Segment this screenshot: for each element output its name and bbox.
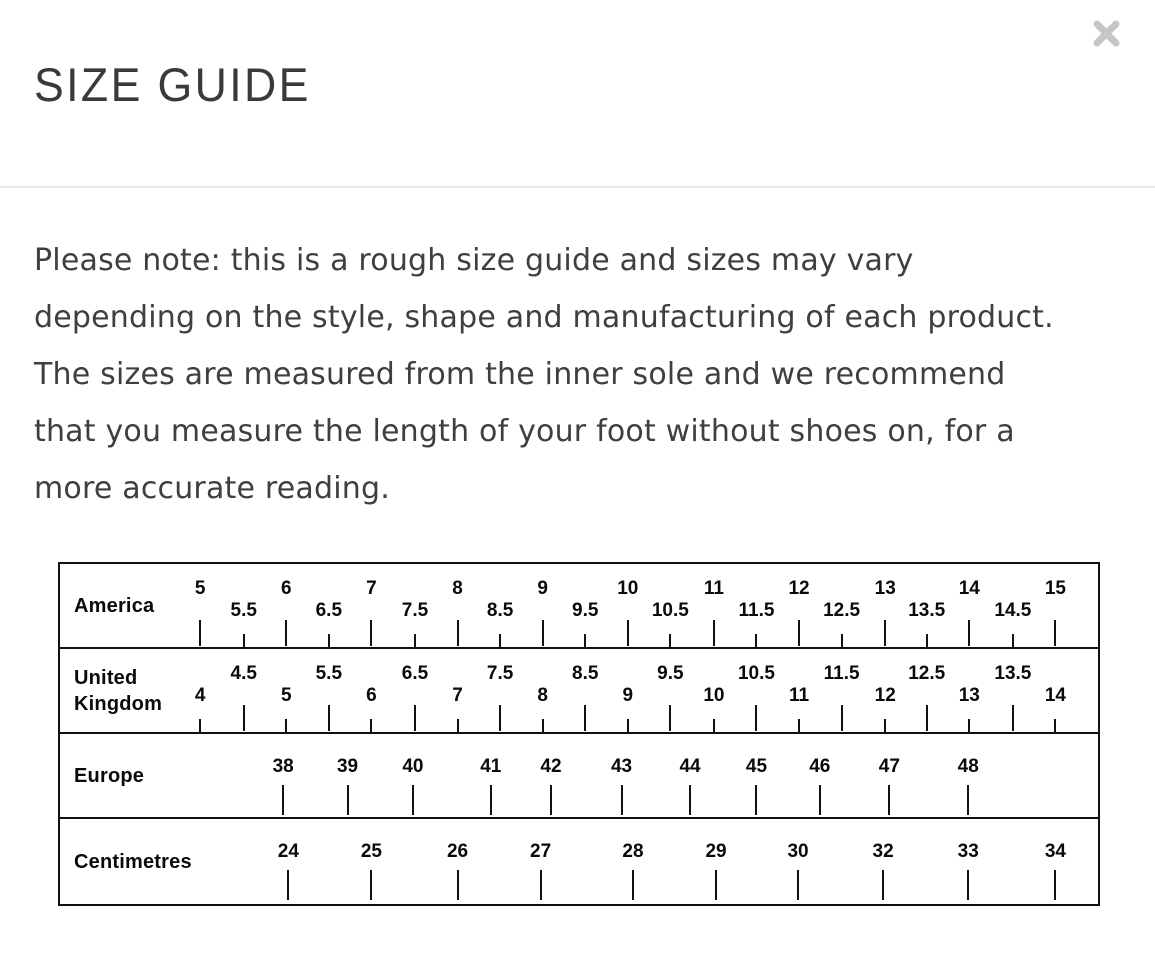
size-value: 13 (874, 578, 896, 599)
size-value: 11.5 (738, 600, 775, 621)
size-value: 30 (787, 841, 809, 862)
tick-mark (490, 785, 492, 815)
size-value: 39 (336, 756, 359, 777)
tick-mark (882, 870, 884, 900)
size-value: 4.5 (230, 663, 257, 684)
size-value: 4 (194, 685, 206, 706)
size-value: 13.5 (908, 600, 946, 621)
page-title: SIZE GUIDE (34, 58, 311, 111)
note-line: Please note: this is a rough size guide and sizes may vary (34, 243, 914, 278)
size-value: 5.5 (230, 600, 257, 621)
size-value: 12 (874, 685, 896, 706)
tick-mark (967, 785, 969, 815)
size-value: 38 (272, 756, 294, 777)
size-value: 32 (872, 841, 894, 862)
size-value: 25 (360, 841, 382, 862)
size-value: 9.5 (572, 600, 599, 621)
tick-mark (370, 870, 372, 900)
tick-mark (884, 620, 886, 646)
size-value: 11 (703, 578, 724, 599)
size-value: 41 (480, 756, 502, 777)
tick-mark (199, 719, 201, 733)
size-value: 8.5 (486, 600, 514, 621)
size-value: 10 (617, 578, 639, 599)
tick-mark (798, 620, 800, 646)
size-value: 9 (622, 685, 634, 706)
size-value: 12.5 (823, 600, 861, 621)
size-value: 12 (788, 578, 810, 599)
size-value: 13 (958, 685, 980, 706)
tick-mark (669, 634, 671, 648)
size-value: 47 (878, 756, 900, 777)
tick-mark (713, 719, 715, 733)
tick-mark (542, 620, 544, 646)
tick-mark (347, 785, 349, 815)
size-value: 48 (957, 756, 979, 777)
row-label: Europe (74, 764, 145, 787)
size-value: 7.5 (486, 663, 514, 684)
tick-mark (1012, 705, 1014, 731)
note-line: depending on the style, shape and manufacturing of each product. (34, 300, 1054, 335)
note-line: more accurate reading. (34, 471, 390, 506)
size-value: 42 (540, 756, 562, 777)
size-value: 12.5 (908, 663, 946, 684)
size-value: 10.5 (737, 663, 775, 684)
size-value: 34 (1044, 841, 1067, 862)
size-chart-row (60, 819, 1098, 904)
size-value: 5 (280, 685, 292, 706)
size-value: 11 (789, 685, 810, 706)
size-chart-row (60, 734, 1098, 819)
tick-mark (713, 620, 715, 646)
tick-mark (755, 785, 757, 815)
size-value: 10 (703, 685, 725, 706)
tick-mark (841, 705, 843, 731)
tick-mark (282, 785, 284, 815)
row-label: America (74, 594, 155, 617)
size-value: 44 (679, 756, 701, 777)
close-button[interactable] (1089, 16, 1123, 50)
size-value: 7.5 (401, 600, 429, 621)
row-label: Centimetres (74, 850, 192, 873)
tick-mark (584, 634, 586, 648)
size-value: 46 (809, 756, 831, 777)
tick-mark (328, 705, 330, 731)
tick-mark (584, 705, 586, 731)
size-value: 7 (452, 685, 463, 706)
tick-mark (755, 705, 757, 731)
size-value: 43 (610, 756, 633, 777)
tick-mark (669, 705, 671, 731)
size-value: 14.5 (994, 600, 1032, 621)
tick-mark (457, 870, 459, 900)
tick-mark (199, 620, 201, 646)
size-value: 9.5 (657, 663, 684, 684)
tick-mark (627, 719, 629, 733)
tick-mark (414, 634, 416, 648)
size-value: 6 (366, 685, 377, 706)
tick-mark (841, 634, 843, 648)
size-value: 14 (1044, 685, 1067, 706)
size-value: 6.5 (401, 663, 429, 684)
tick-mark (621, 785, 623, 815)
size-value: 7 (366, 578, 377, 599)
size-value: 33 (957, 841, 979, 862)
tick-mark (632, 870, 634, 900)
tick-mark (285, 620, 287, 646)
tick-mark (1054, 870, 1056, 900)
size-value: 5.5 (315, 663, 343, 684)
tick-mark (499, 634, 501, 648)
tick-mark (627, 620, 629, 646)
tick-mark (968, 719, 970, 733)
tick-mark (797, 870, 799, 900)
tick-mark (540, 870, 542, 900)
size-value: 45 (745, 756, 768, 777)
tick-mark (243, 634, 245, 648)
size-value: 9 (537, 578, 548, 599)
size-value: 5 (194, 578, 206, 599)
row-label: United Kingdom (74, 666, 163, 715)
tick-mark (819, 785, 821, 815)
size-value: 15 (1044, 578, 1067, 599)
note-line: that you measure the length of your foot without shoes on, for a (34, 414, 1015, 449)
tick-mark (499, 705, 501, 731)
tick-mark (243, 705, 245, 731)
size-chart-row (60, 564, 1098, 649)
tick-mark (287, 870, 289, 900)
size-guide-note (34, 232, 1125, 517)
size-value: 11.5 (823, 663, 860, 684)
size-value: 14 (958, 578, 980, 599)
tick-mark (884, 719, 886, 733)
size-value: 8.5 (572, 663, 599, 684)
header-divider (0, 186, 1155, 188)
tick-mark (550, 785, 552, 815)
size-value: 6.5 (315, 600, 343, 621)
tick-mark (285, 719, 287, 733)
tick-mark (1012, 634, 1014, 648)
tick-mark (755, 634, 757, 648)
tick-mark (370, 620, 372, 646)
tick-mark (542, 719, 544, 733)
tick-mark (967, 870, 969, 900)
tick-mark (1054, 620, 1056, 646)
size-value: 24 (277, 841, 299, 862)
tick-mark (370, 719, 372, 733)
tick-mark (457, 719, 459, 733)
tick-mark (414, 705, 416, 731)
tick-mark (888, 785, 890, 815)
tick-mark (926, 634, 928, 648)
size-value: 29 (705, 841, 727, 862)
tick-mark (926, 705, 928, 731)
note-line: The sizes are measured from the inner sole and we recommend (34, 357, 1006, 392)
size-chart (58, 562, 1100, 906)
tick-mark (689, 785, 691, 815)
size-value: 27 (530, 841, 552, 862)
size-value: 28 (622, 841, 644, 862)
tick-mark (715, 870, 717, 900)
tick-mark (412, 785, 414, 815)
tick-mark (328, 634, 330, 648)
size-chart-row (60, 649, 1098, 734)
tick-mark (457, 620, 459, 646)
close-icon (1093, 20, 1120, 47)
size-value: 6 (280, 578, 292, 599)
size-value: 26 (446, 841, 469, 862)
size-value: 13.5 (994, 663, 1032, 684)
size-value: 8 (452, 578, 463, 599)
size-value: 8 (537, 685, 548, 706)
size-value: 10.5 (651, 600, 689, 621)
size-value: 40 (402, 756, 424, 777)
tick-mark (1054, 719, 1056, 733)
tick-mark (798, 719, 800, 733)
tick-mark (968, 620, 970, 646)
